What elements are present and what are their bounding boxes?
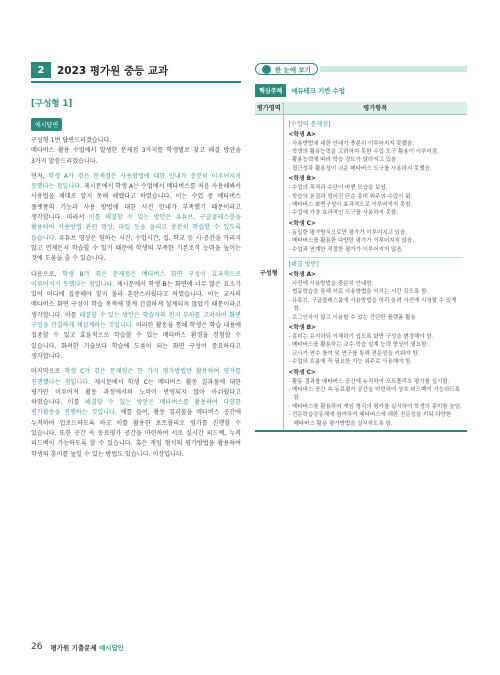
highlight-text: 해결할 수 있는 방안은 메타버스를 활용하여 다양한 평가활동을 진행하는 것입니다. — [31, 399, 241, 417]
col-header-area: 평가영역 — [255, 102, 283, 114]
footer-subtitle: 예시답안 — [98, 643, 125, 652]
criteria-category: [해결 방안] — [289, 257, 464, 269]
criteria-item: · 활동 결과를 메타버스 공간에 누적하여 포트폴리오 평가를 실시함. — [288, 378, 450, 385]
student-label: <학생 C> — [288, 369, 316, 376]
criteria-item: · 수업의 목적과 수단이 바뀐 모습을 보임. — [288, 185, 388, 192]
topic-row — [255, 84, 467, 97]
criteria-item: · 수업과 연계한 적절한 평가가 이루어지지 않음. — [288, 246, 404, 253]
criteria-item: · 메타버스 공간 속 동료평가 공간을 마련하여 상호 피드백이 가능하도록 함. — [288, 387, 461, 402]
criteria-item: · 로그인하지 않고 이용할 수 있는 간단한 플랫폼 활용 — [288, 314, 416, 321]
criteria-item: · 학습의 본질과 멀어진 단순 흥미 위주의 수업이 됨. — [288, 193, 413, 200]
criteria-item: · 수업의 흐름에 꼭 필요한 기능 위주로 사용해야 함. — [288, 359, 413, 366]
paragraph-text: 제시문에서 학생 B는 화면에 너무 많은 요소가 있어 어디에 집중해야 할지 몰라 혼란스러웠다고 하였습니다. 이는 교사의 메타버스 화면 구성이 학습 목적에 맞게 간결하게 설계되지 않았기 때문이라고 생각합니다. 이를 — [31, 280, 241, 319]
paragraph-text: 이러한 활동을 통해 학생은 학습 내용에 집중할 수 있고 효율적으로 학습할 수 있는 메타버스 환경을 경험할 수 있습니다. 화려한 기술보다 학습에 도움이 되는 화면 구성이 중요하다고 생각합니다. — [31, 322, 241, 360]
left-column — [31, 62, 241, 460]
answer-tag: 예시답변 — [31, 118, 62, 131]
section-header — [31, 62, 241, 83]
glance-divider — [320, 66, 467, 72]
area-cell: 구성형 — [255, 114, 283, 431]
criteria-category: [수업의 문제점] — [288, 120, 331, 128]
paragraph-text: 예를 들어, 활동 결과물을 메타버스 공간에 누적하여 업로드하도록 하고 이를 활용한 포트폴리오 평가를 진행할 수 있습니다. 또한 공간 속 동료평가 공간을 마련하여 서로 실시간 피드백, 누적 피드백이 가능하도록 할 수 있습니다. 혹은 게임 형식의 평가방법을 활용하여 학생의 흥미를 높일 수 있는 방법도 있습니다. 이상입니다. — [31, 409, 241, 458]
criteria-item: · 동일한 평가방식으로만 평가가 이루어지고 있음. — [288, 229, 407, 236]
items-cell — [283, 114, 467, 431]
answer-paragraph — [31, 136, 241, 167]
criteria-item: · 접근성과 활용성이 쉬운 메타버스 도구를 사용하지 못했음. — [288, 165, 432, 172]
paragraph-text: 제시문에서 학생 C는 메타버스 활동 결과물에 대한 평가만 이루어져 활동 과정에서의 노력이 반영되지 않아 아쉬웠다고 하였습니다. 이를 — [31, 378, 242, 407]
paragraph-text: 마지막으로 — [31, 368, 65, 376]
criteria-item: · 유튜브, 구글클래스룸에 사용방법을 미리 올려 사전에 시청할 수 있게 함. — [288, 297, 457, 313]
paragraph-text: 제시문에서 학생 A는 수업에서 메타버스를 처음 사용해봐서 사용법을 제대로 알지 못해 헤맸다고 하였습니다. 이는 수업 중 메타버스 플랫폼의 기능과 사용 방법에 대한 사전 안내가 부족했기 때문이라고 생각합니다. 따라서 — [31, 183, 241, 222]
section-number: 2 — [31, 62, 51, 78]
paragraph-text: 유튜브 영상은 원하는 시간, 수업시간, 집, 학교 등 시·공간을 가리지 않고 언제든지 학습할 수 있기 때문에 학생의 부족한 기본조작 능력을 높이는 것에 도움을 줄 수 있습니다. — [31, 234, 241, 263]
page-footer — [31, 642, 124, 652]
student-label: <학생 C> — [288, 220, 316, 227]
criteria-item: · 수업에 가장 효과적인 도구를 사용하지 못함. — [288, 210, 399, 217]
highlight-text: 해결할 수 있는 방안은 학습자의 인지 부하를 고려하여 화면 구성을 간결하게 재설계하는 것입니다. — [31, 311, 241, 330]
glance-dot-icon — [262, 65, 271, 74]
paragraph-text: 먼저, — [31, 172, 49, 180]
answer-paragraph — [31, 172, 241, 265]
glance-tag — [255, 63, 318, 75]
criteria-item: · 메타버스를 활용하여 게임 형식의 평가를 실시하여 학생의 흥미를 높임. — [288, 403, 462, 410]
highlight-text: 이를 해결할 수 있는 방안은 유튜브, 구글클래스룸을 활용하여 사용방법 관련 영상, 파일 등을 올리고 충분히 학습할 수 있도록 돕습니다. — [31, 214, 241, 242]
criteria-item: · 사용방법에 대한 안내가 충분히 이루어지지 못했음. — [288, 140, 415, 147]
student-label: <학생 A> — [288, 271, 316, 278]
section-title: 2023 평가원 중등 교과 — [57, 64, 169, 77]
topic-text: 에듀테크 기반 수업 — [291, 87, 346, 95]
footer-title: 평가원 기출문제 — [50, 643, 99, 652]
criteria-item: · 흥미는 유지하되 이해하기 쉽도록 화면 구성을 변경해야 함. — [288, 334, 434, 340]
page-number: 26 — [31, 642, 43, 652]
right-column — [255, 62, 467, 432]
criteria-item: · 협동학습을 통해 서로 사용방법을 익히는 시간 갖도록 함. — [288, 289, 429, 296]
answer-paragraph — [31, 270, 241, 363]
criteria-item: · 전문학습공동체에 참여하여 메타버스에 대한 전문성을 키워 다양한 메타버스 활용 평가방법을 실시하도록 함. — [288, 412, 452, 427]
highlight-text: 학생 A가 겪은 문제점은 사용방법에 대한 안내가 충분히 이루어지지 못했다는 점입니다. — [31, 172, 241, 191]
glance-header — [255, 62, 467, 76]
criteria-item: · 활용능력에 따라 학습 정도가 달라지고 있음. — [288, 157, 399, 164]
highlight-text: 학생 B가 겪은 문제점은 메타버스 화면 구성이 효과적으로 이루어지지 못했다는 점입니다. — [31, 270, 241, 288]
student-label: <학생 A> — [288, 131, 316, 138]
criteria-item: · 메타버스 화면구성이 효과적으로 이루어지지 못함. — [288, 201, 413, 208]
paragraph-text: 다음으로, — [31, 270, 63, 278]
criteria-item: · 사전에 사용방법을 충분히 안내함. — [288, 280, 374, 287]
criteria-item: · 메타버스를 활용하는 교수·학습 설계 능력 향상이 필요함. — [288, 342, 429, 349]
answer-paragraph — [31, 367, 241, 460]
type-title: [구성형 1] — [31, 99, 73, 109]
footer-text — [50, 643, 124, 652]
highlight-text: 학생 C가 겪은 문제점은 한 가지 평가방법만 활용하여 평가를 진행했다는 점입니다. — [31, 368, 241, 386]
criteria-item: · 학생의 활용능력을 고려하지 못한 수업 도구 활용이 이루어짐. — [288, 148, 439, 155]
col-header-items: 평가항목 — [283, 102, 467, 114]
paragraph-text: 구성형 1번 답변드리겠습니다. 메타버스 활용 수업에서 발생한 문제점 3가지를 학생별로 찾고 해결 방안을 3가지 말씀드리겠습니다. — [31, 137, 241, 165]
student-label: <학생 B> — [288, 176, 316, 183]
criteria-item: · 교사가 연수 참여 및 연구를 통해 전문성을 키워야 함. — [288, 350, 420, 357]
criteria-table — [255, 102, 467, 432]
topic-tag: 핵심주제 — [255, 84, 286, 97]
criteria-item: · 메타버스를 활용한 다양한 평가가 이루어지지 않음. — [288, 238, 415, 245]
glance-label: 한 눈에 보기 — [275, 65, 311, 74]
answer-body — [31, 136, 241, 460]
student-label: <학생 B> — [288, 325, 316, 331]
